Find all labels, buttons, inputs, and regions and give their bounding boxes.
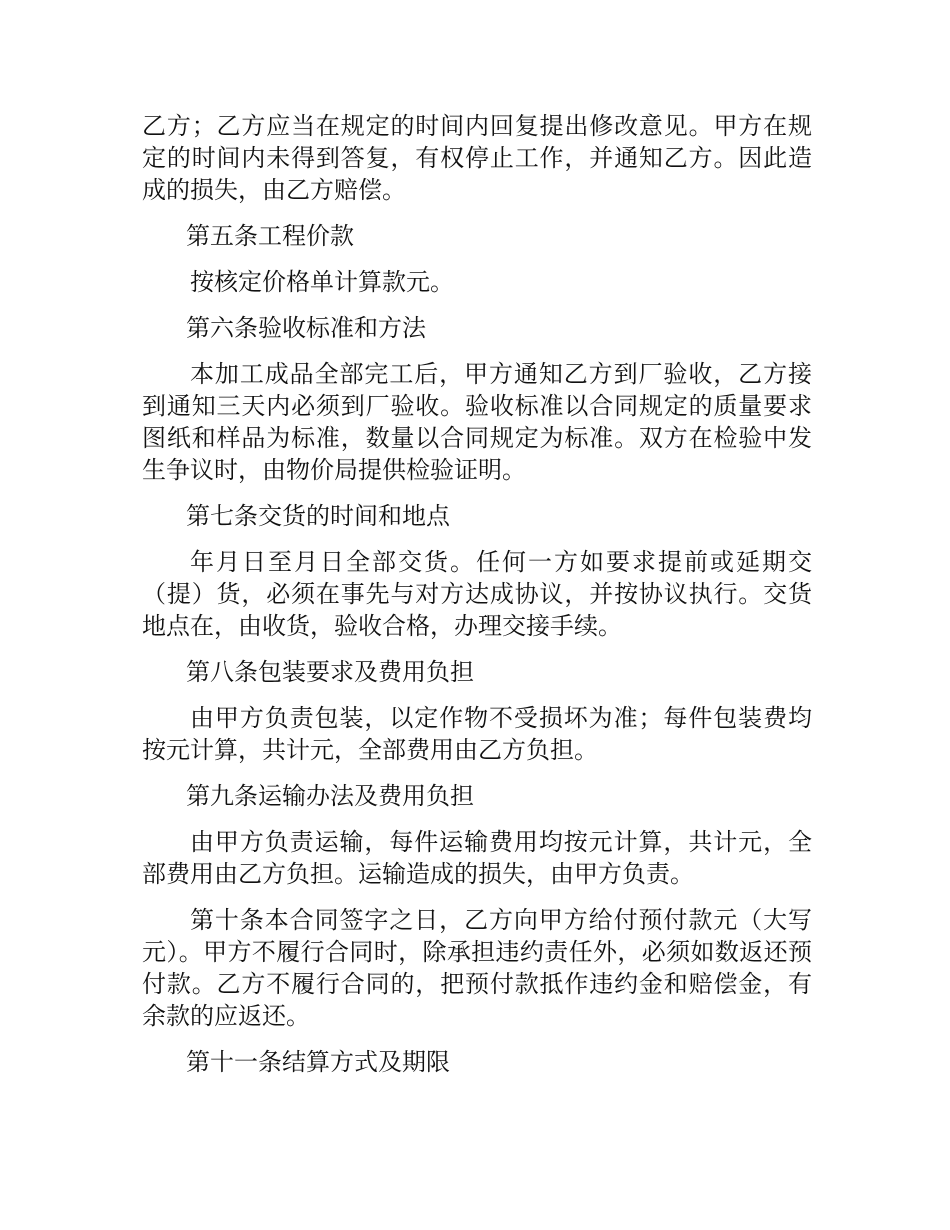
document-body (142, 110, 812, 1092)
section-heading-article-11: 第十一条结算方式及期限 (186, 1048, 450, 1076)
paragraph-article-5: 按核定价格单计算款元。 (190, 268, 454, 296)
section-heading-article-6: 第六条验收标准和方法 (186, 314, 426, 342)
section-heading-article-9: 第九条运输办法及费用负担 (186, 782, 474, 810)
paragraph-article-8: 由甲方负责包装，以定作物不受损坏为准；每件包装费均按元计算，共计元，全部费用由乙方负担。 (142, 704, 812, 764)
paragraph-article-10: 第十条本合同签字之日，乙方向甲方给付预付款元（大写元）。甲方不履行合同时，除承担违约责任外，必须如数返还预付款。乙方不履行合同的，把预付款抵作违约金和赔偿金，有余款的应返还。 (142, 906, 812, 1030)
section-heading-article-8: 第八条包装要求及费用负担 (186, 658, 474, 686)
section-heading-article-7: 第七条交货的时间和地点 (186, 502, 450, 530)
paragraph-article-6: 本加工成品全部完工后，甲方通知乙方到厂验收，乙方接到通知三天内必须到厂验收。验收标准以合同规定的质量要求图纸和样品为标准，数量以合同规定为标准。双方在检验中发生争议时，由物价局提供检验证明。 (142, 360, 812, 484)
section-heading-article-5: 第五条工程价款 (186, 222, 354, 250)
paragraph-continuation: 乙方；乙方应当在规定的时间内回复提出修改意见。甲方在规定的时间内未得到答复，有权停止工作，并通知乙方。因此造成的损失，由乙方赔偿。 (142, 112, 812, 204)
paragraph-article-9: 由甲方负责运输，每件运输费用均按元计算，共计元，全部费用由乙方负担。运输造成的损失，由甲方负责。 (142, 828, 812, 888)
paragraph-article-7: 年月日至月日全部交货。任何一方如要求提前或延期交（提）货，必须在事先与对方达成协议，并按协议执行。交货地点在，由收货，验收合格，办理交接手续。 (142, 548, 812, 640)
